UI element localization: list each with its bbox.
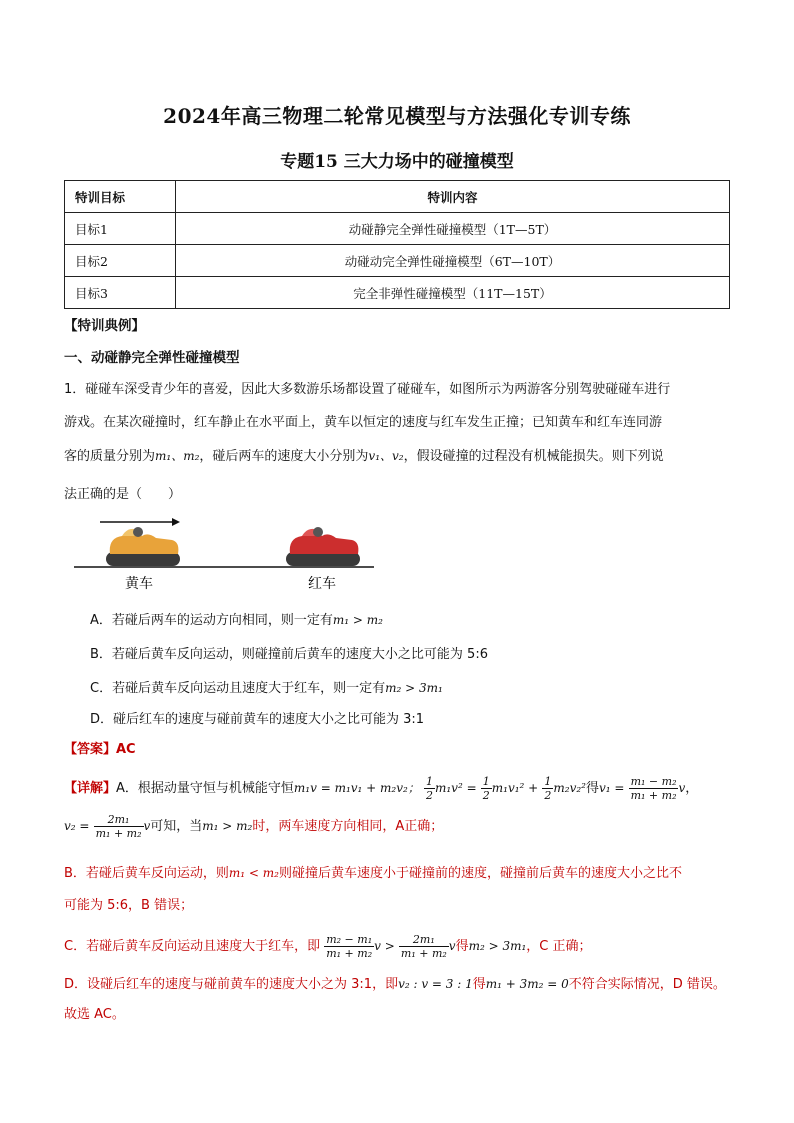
table-cell: 动碰动完全弹性碰撞模型（6T—10T）	[176, 245, 730, 277]
detail-line-a: 【详解】A．根据动量守恒与机械能守恒m₁v = m₁v₁ + m₂v₂； $\frac{1}{2}$ m₁v² = $\frac{1}{2}$ m₁v₁² + $\frac{1}{2}$ m₂v₂²得v₁ = $\frac{\text{m₁ − m₂}}{\text{m₁ + m₂}}$ v，	[64, 775, 699, 802]
yellow-car-icon	[106, 527, 180, 566]
section-heading: 【特训典例】	[64, 318, 145, 334]
fraction: $\frac{\text{2m₁}}{\text{m₁ + m₂}}$	[400, 933, 447, 960]
text-span: 则碰撞后黄车速度小于碰撞前的速度，碰撞前后黄车的速度大小之比不	[278, 866, 682, 881]
question-line: 1．碰碰车深受青少年的喜爱，因此大多数游乐场都设置了碰碰车，如图所示为两游客分别驾驶碰碰车进行	[64, 382, 671, 397]
momentum-equation: m₁v = m₁v₁ + m₂v₂；	[293, 781, 420, 795]
training-goals-table	[64, 180, 730, 309]
yellow-car-label: 黄车	[125, 576, 153, 592]
fraction: $\frac{\text{m₁ − m₂}}{\text{m₁ + m₂}}$	[630, 775, 677, 802]
table-header-cell: 特训内容	[176, 181, 730, 213]
text-span: 客的质量分别为	[64, 449, 156, 464]
text-span: A．若碰后两车的运动方向相同，则一定有	[90, 613, 333, 628]
text-span: C．若碰后黄车反向运动且速度大于红车，即	[64, 939, 321, 954]
answer-label: 【答案】AC	[64, 742, 136, 757]
table-row	[65, 213, 730, 245]
fraction: $\frac{1}{2}$	[482, 775, 490, 802]
detail-label: 【详解】	[64, 781, 117, 796]
text-span: C．若碰后黄车反向运动且速度大于红车，则一定有	[90, 681, 386, 696]
table-header-row	[65, 181, 730, 213]
text-span: 时，两车速度方向相同，A正确；	[252, 819, 444, 834]
math-expression: m₁ < m₂	[228, 866, 279, 880]
detail-line-a2: v₂ = $\frac{\text{2m₁}}{\text{m₁ + m₂}}$ v可知，当m₁ > m₂时，两车速度方向相同，A正确；	[64, 813, 444, 840]
table-cell: 目标3	[65, 277, 176, 309]
text-span: 可知，当	[150, 819, 203, 834]
math-expression: v₂ : v = 3 : 1	[398, 977, 473, 991]
text-span: 得	[585, 781, 599, 796]
text-span: ，碰后两车的速度大小分别为	[199, 449, 369, 464]
arrow-head-icon	[172, 518, 180, 526]
detail-final: 故选 AC。	[64, 1007, 125, 1022]
fraction: $\frac{\text{m₂ − m₁}}{\text{m₁ + m₂}}$	[326, 933, 373, 960]
math-expression: m₁ > m₂	[332, 613, 383, 627]
fraction: $\frac{1}{2}$	[425, 775, 433, 802]
document-subtitle: 专题15 三大力场中的碰撞模型	[280, 152, 514, 172]
text-span: 得	[472, 977, 486, 992]
table-row	[65, 277, 730, 309]
text-span: D．设碰后红车的速度与碰前黄车的速度大小之为 3:1，即	[64, 977, 399, 992]
red-car-label: 红车	[308, 576, 336, 592]
fraction: $\frac{\text{2m₁}}{\text{m₁ + m₂}}$	[95, 813, 142, 840]
math-expression: m₁ > m₂	[202, 819, 253, 833]
detail-line-c: C．若碰后黄车反向运动且速度大于红车，即 $\frac{\text{m₂ − m₁}}{\text{m₁ + m₂}}$ v > $\frac{\text{2m₁}}{\text{m₁ + m₂}}$ v得m₂ > 3m₁，C 正确；	[64, 933, 592, 960]
table-cell: 目标2	[65, 245, 176, 277]
subsection-heading: 一、动碰静完全弹性碰撞模型	[64, 350, 240, 366]
option-d: D．碰后红车的速度与碰前黄车的速度大小之比可能为 3:1	[90, 712, 425, 727]
table-header-cell: 特训目标	[65, 181, 176, 213]
table-row	[65, 245, 730, 277]
document-title: 2024年高三物理二轮常见模型与方法强化专训专练	[163, 104, 631, 128]
math-expression: m₂ > 3m₁	[385, 681, 443, 695]
fraction: $\frac{1}{2}$	[544, 775, 552, 802]
detail-line-b2: 可能为 5:6，B 错误；	[64, 898, 194, 913]
table-cell: 完全非弹性碰撞模型（11T—15T）	[176, 277, 730, 309]
question-line: 法正确的是（ ）	[64, 487, 182, 502]
text-span: ，假设碰撞的过程没有机械能损失。则下列说	[403, 449, 664, 464]
detail-line-b	[64, 863, 682, 884]
table-cell: 动碰静完全弹性碰撞模型（1T—5T）	[176, 213, 730, 245]
question-line	[64, 446, 664, 467]
detail-line-d	[64, 974, 726, 995]
question-line: 游戏。在某次碰撞时，红车静止在水平面上，黄车以恒定的速度与红车发生正撞；已知黄车和红车连同游	[64, 415, 663, 430]
option-b: B．若碰后黄车反向运动，则碰撞前后黄车的速度大小之比可能为 5:6	[90, 647, 488, 662]
text-span: A．根据动量守恒与机械能守恒	[116, 781, 294, 796]
option-a	[90, 610, 383, 631]
math-expression: m₂ > 3m₁	[468, 939, 527, 953]
option-c	[90, 678, 443, 699]
math-expression: m₁ + 3m₂ = 0	[485, 977, 569, 991]
text-span: B．若碰后黄车反向运动，则	[64, 866, 229, 881]
text-span: 得	[455, 939, 469, 954]
text-span: ，C 正确；	[526, 939, 592, 954]
red-car-icon	[286, 527, 360, 566]
text-span: 不符合实际情况，D 错误。	[568, 977, 726, 992]
math-velocities: v₁、v₂	[368, 449, 404, 463]
table-cell: 目标1	[65, 213, 176, 245]
math-masses: m₁、m₂	[155, 449, 200, 463]
bumper-cars-figure	[72, 512, 382, 596]
